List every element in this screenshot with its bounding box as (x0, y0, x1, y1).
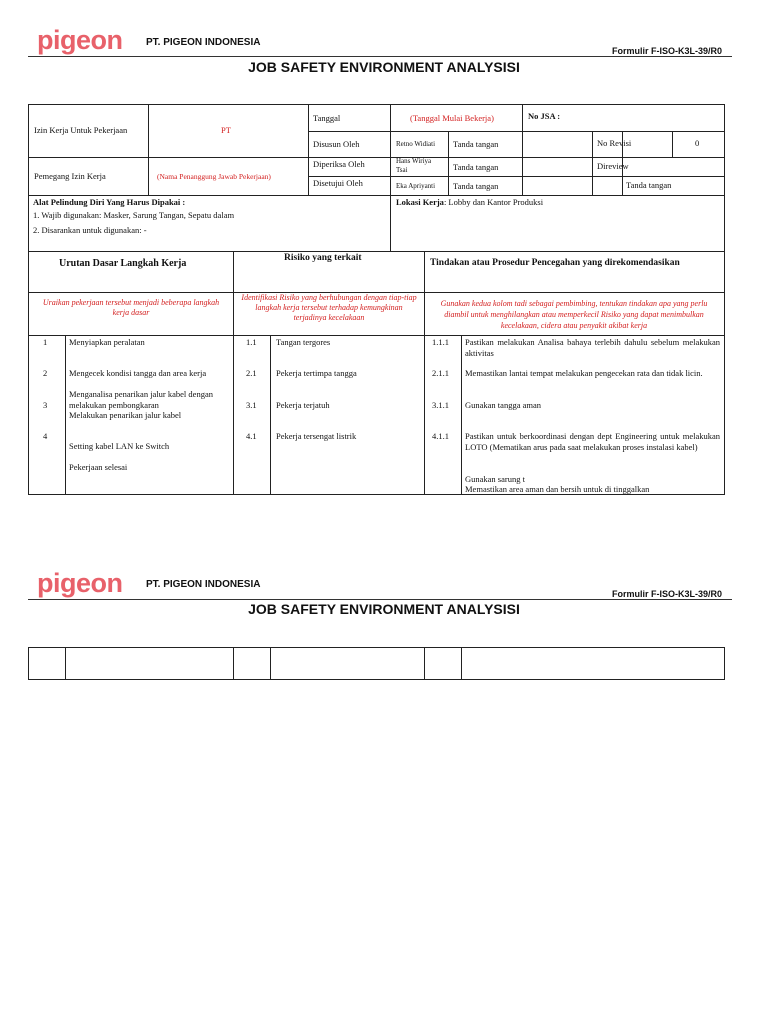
tanda-tangan-2: Tanda tangan (453, 162, 499, 172)
pemegang-value: (Nama Penanggung Jawab Pekerjaan) (157, 172, 271, 181)
risk-text: Pekerja terjatuh (276, 400, 330, 410)
col-hint-action: Gunakan kedua kolom tadi sebagai pembimbing, tentukan tindakan apa yang perlu diambil untuk menghilangkan atau memperkecil Risiko yang dapat menimbulkan kecelakaan, cidera atau penyakit akibat kerja (440, 299, 708, 330)
tanda-tangan-4: Tanda tangan (626, 180, 672, 190)
action-text: Memastikan lantai tempat melakukan pengecekan rata dan tidak licin. (465, 368, 703, 378)
action-text: Pastikan melakukan Analisa bahaya terlebih dahulu sebelum melakukan aktivitas (465, 337, 720, 358)
page-title: JOB SAFETY ENVIRONMENT ANALYSISI (248, 601, 520, 617)
lokasi-value: : Lobby dan Kantor Produksi (443, 197, 544, 207)
col-header-action: Tindakan atau Prosedur Pencegahan yang direkomendasikan (430, 258, 680, 268)
diperiksa-name-1: Hans Wiriya (396, 157, 432, 165)
col-hint-risk: Identifikasi Risiko yang berhubungan dengan tiap-tiap langkah kerja tersebut terhadap kemungkinan terjadinya kecelakaan (241, 293, 417, 322)
action-text-b: Gunakan sarung t (465, 474, 525, 484)
risk-no: 2.1 (246, 368, 257, 378)
action-no: 3.1.1 (432, 400, 449, 410)
company-name: PT. PIGEON INDONESIA (146, 37, 261, 48)
tanda-tangan-3: Tanda tangan (453, 181, 499, 191)
lokasi-label: Lokasi Kerja (396, 197, 444, 207)
apd-item-2: 2. Disarankan untuk digunakan: - (33, 225, 147, 235)
izin-label: Izin Kerja Untuk Pekerjaan (34, 125, 128, 135)
header-rule (28, 56, 732, 57)
risk-text: Pekerja tersengat listrik (276, 431, 357, 441)
col-header-steps: Urutan Dasar Langkah Kerja (59, 258, 187, 269)
apd-item-1: 1. Wajib digunakan: Masker, Sarung Tangan, Sepatu dalam (33, 210, 235, 220)
step-no: 2 (43, 368, 48, 378)
action-no: 2.1.1 (432, 368, 449, 378)
lokasi-kerja (396, 197, 543, 208)
action-text: Pastikan untuk berkoordinasi dengan dept Engineering untuk melakukan LOTO (Mematikan arus pada saat melakukan proses instalasi kabel) (465, 431, 720, 452)
apd-label: Alat Pelindung Diri Yang Harus Dipakai : (33, 197, 186, 207)
form-number: Formulir F-ISO-K3L-39/R0 (612, 46, 723, 56)
risk-text: Tangan tergores (276, 337, 331, 347)
step-text-b: Melakukan penarikan jalur kabel (69, 410, 182, 420)
step-text: Mengecek kondisi tangga dan area kerja (69, 368, 207, 378)
risk-no: 1.1 (246, 337, 257, 347)
no-jsa-label: No JSA : (528, 111, 561, 121)
pigeon-logo: pigeon (37, 568, 123, 598)
tanggal-label: Tanggal (313, 113, 341, 123)
disusun-name: Retno Widiati (396, 140, 436, 148)
pemegang-label: Pemegang Izin Kerja (34, 171, 106, 181)
disetujui-label: Disetujui Oleh (313, 178, 363, 188)
risk-no: 3.1 (246, 400, 257, 410)
col-header-risk: Risiko yang terkait (284, 253, 362, 263)
diperiksa-label: Diperiksa Oleh (313, 159, 365, 169)
step-no: 1 (43, 337, 48, 347)
no-revisi-label: No Revisi (597, 138, 632, 148)
no-revisi-value: 0 (695, 138, 700, 148)
risk-text: Pekerja tertimpa tangga (276, 368, 357, 378)
risk-no: 4.1 (246, 431, 257, 441)
disusun-label: Disusun Oleh (313, 139, 360, 149)
tanggal-value: (Tanggal Mulai Bekerja) (410, 113, 494, 123)
header-rule (28, 599, 732, 600)
company-name: PT. PIGEON INDONESIA (146, 579, 261, 590)
disetujui-name: Eka Apriyanti (396, 182, 436, 190)
tanda-tangan-1: Tanda tangan (453, 139, 499, 149)
col-hint-steps: Uraikan pekerjaan tersebut menjadi beberapa langkah kerja dasar (42, 298, 220, 317)
form-number: Formulir F-ISO-K3L-39/R0 (612, 589, 723, 599)
action-no: 1.1.1 (432, 337, 449, 347)
step-text: Setting kabel LAN ke Switch (69, 441, 170, 451)
step-text: Menganalisa penarikan jalur kabel dengan melakukan pembongkaran (69, 389, 213, 410)
step-text-b: Pekerjaan selesai (69, 462, 128, 472)
step-no: 3 (43, 400, 48, 410)
diperiksa-name-2: Tsai (396, 166, 408, 174)
table-row (28, 647, 725, 680)
izin-value: PT (221, 125, 231, 135)
action-text-c: Memastikan area aman dan bersih untuk di tinggalkan (465, 484, 650, 494)
page-title: JOB SAFETY ENVIRONMENT ANALYSISI (248, 59, 520, 75)
step-no: 4 (43, 431, 48, 441)
step-text: Menyiapkan peralatan (69, 337, 145, 347)
pigeon-logo: pigeon (37, 25, 123, 55)
action-text: Gunakan tangga aman (465, 400, 541, 410)
action-no: 4.1.1 (432, 431, 449, 441)
direview-label: Direview (597, 161, 629, 171)
